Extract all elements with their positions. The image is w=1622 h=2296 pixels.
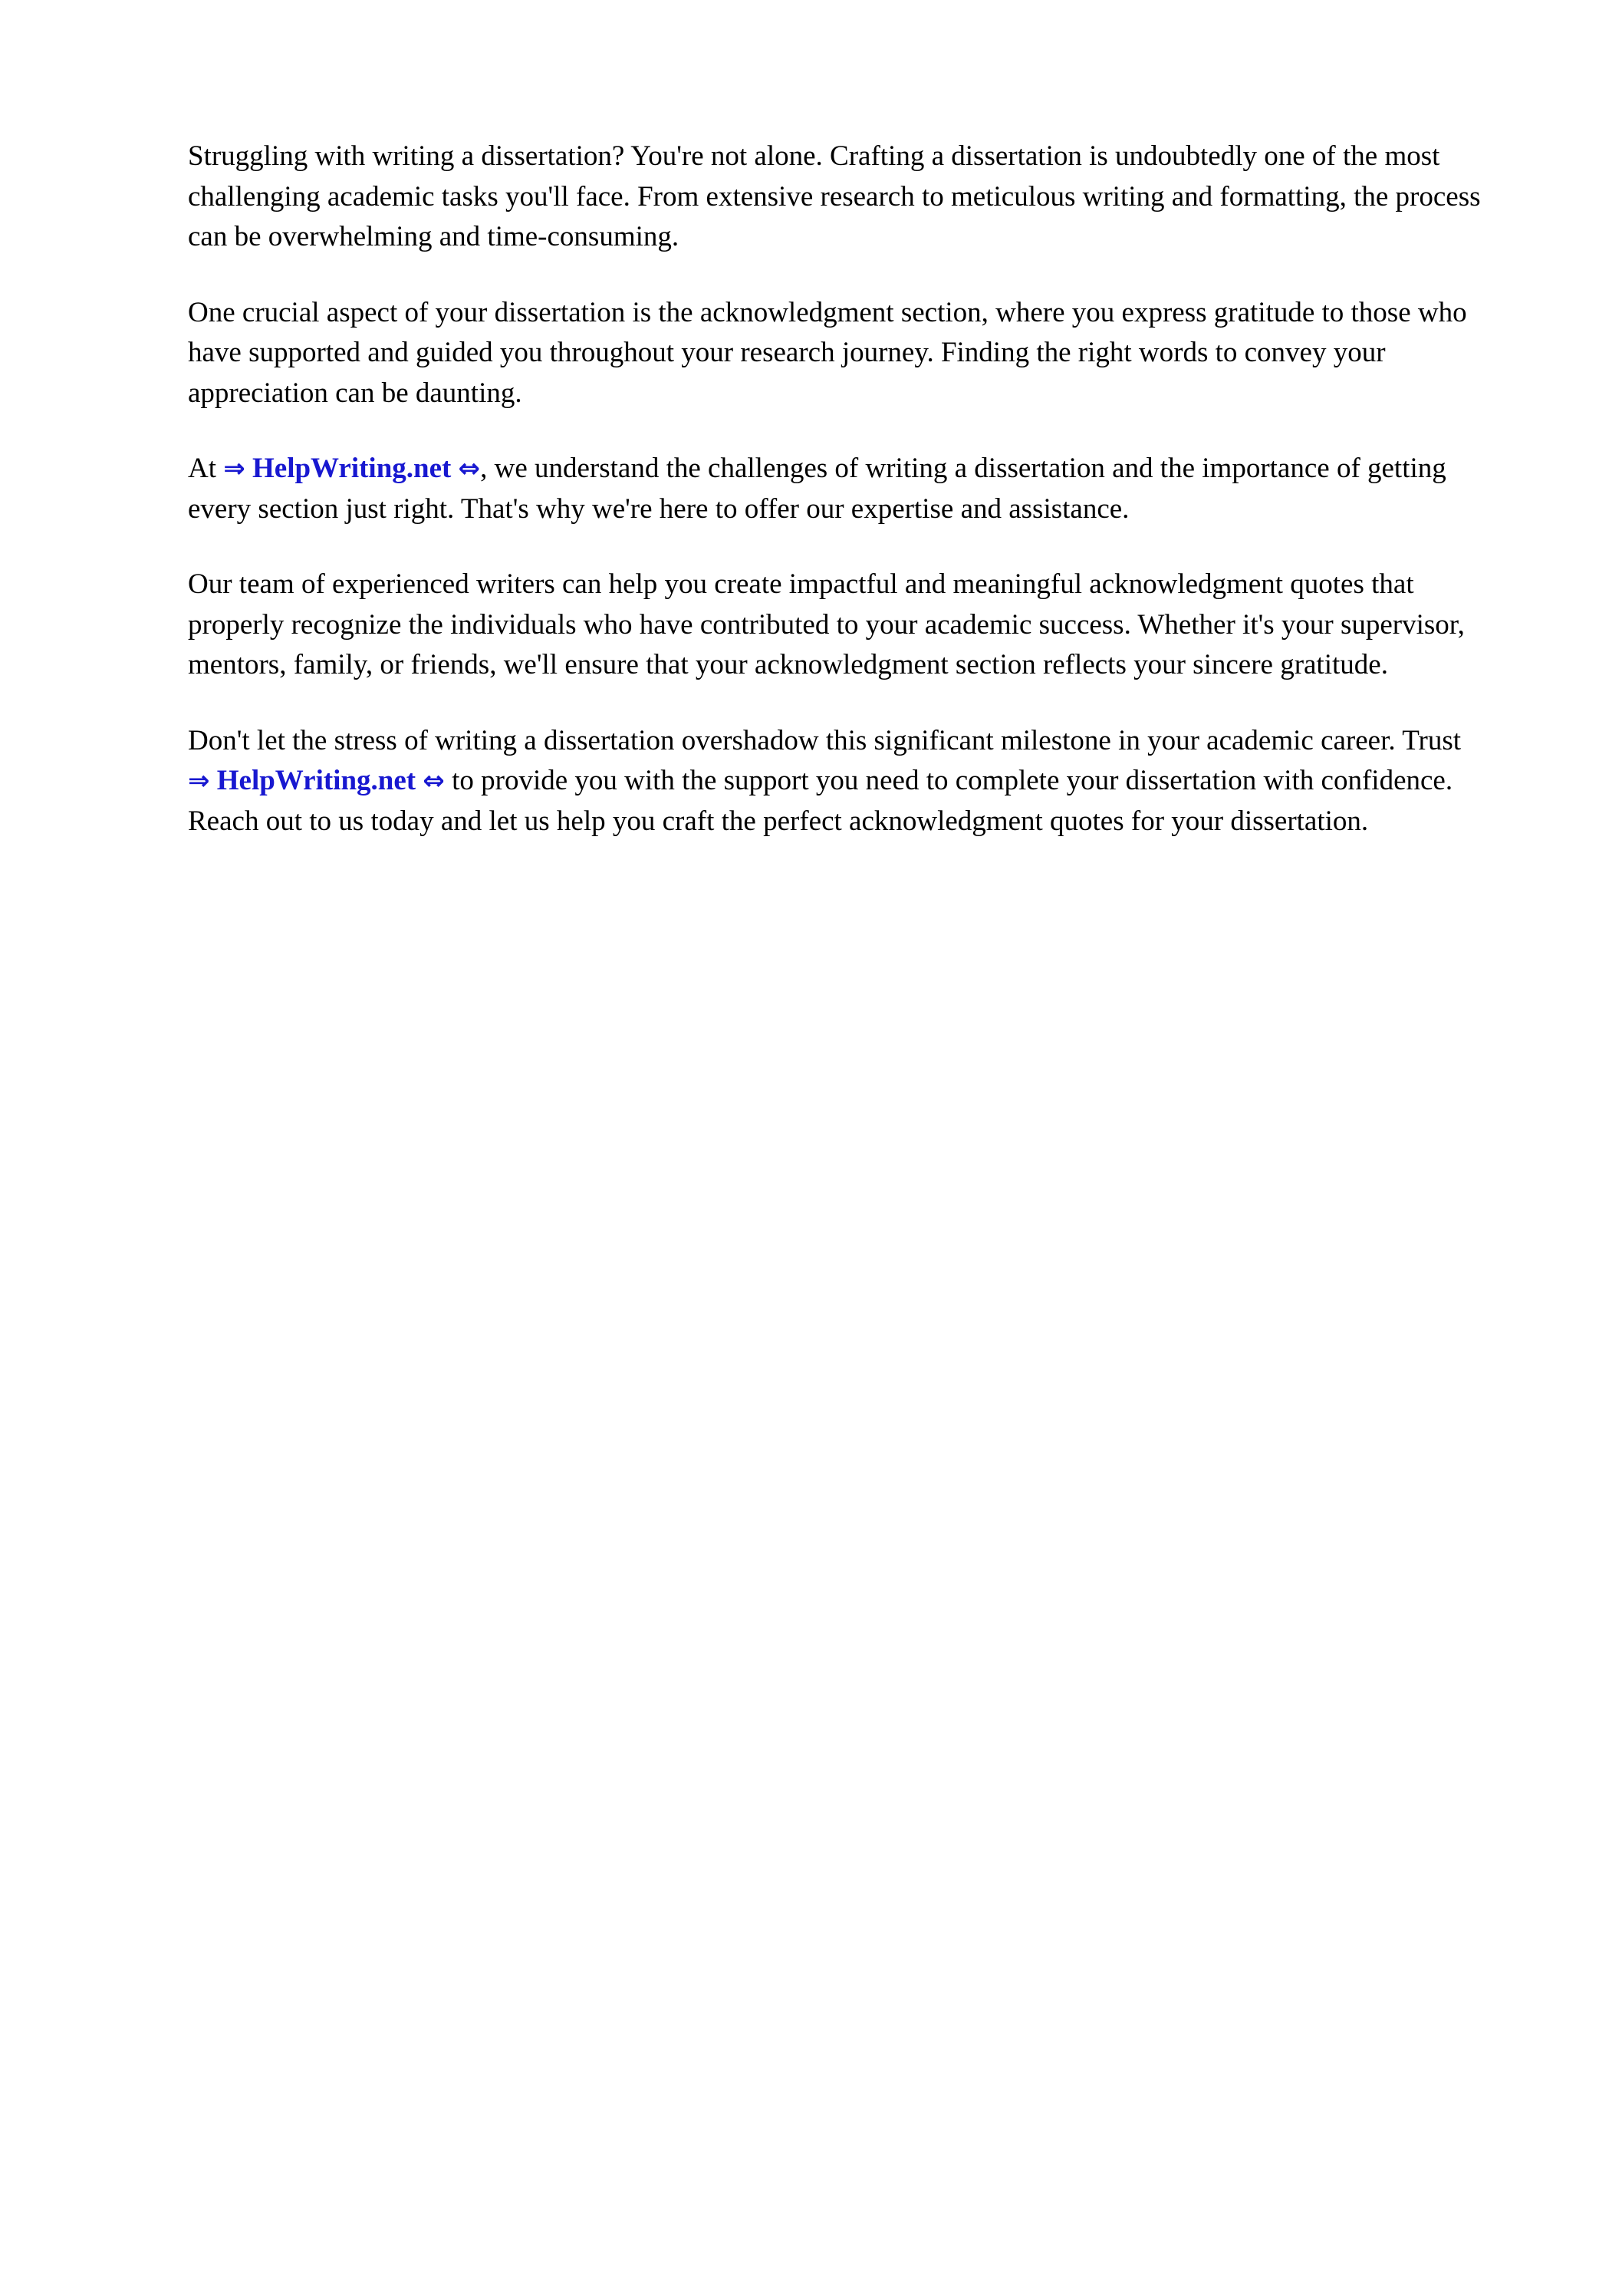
closing-text-after-link: to provide you with the support you need to complete your dissertation with confidence. Reach out to us today and let us help you craft the perfect acknowledgment quotes for your dissertation. bbox=[188, 765, 1453, 837]
document-body bbox=[188, 137, 1515, 842]
left-right-arrow-icon: ⇔ bbox=[458, 453, 481, 485]
double-right-arrow-icon: ⇒ bbox=[188, 766, 210, 797]
double-right-arrow-icon: ⇒ bbox=[223, 453, 245, 485]
paragraph-team-description: Our team of experienced writers can help you create impactful and meaningful acknowledgment quotes that properly recognize the individuals who have contributed to your academic success. Whether it's your supervisor, mentors, family, or friends, we'll ensure that your acknowledgment section reflects your sincere gratitude. bbox=[188, 568, 1465, 681]
helpwriting-link[interactable]: HelpWriting.net bbox=[252, 453, 452, 485]
helpwriting-link-group-2[interactable] bbox=[188, 765, 445, 796]
paragraph-service-intro bbox=[188, 449, 1515, 529]
paragraph-closing-call-to-action bbox=[188, 721, 1515, 842]
paragraph-text-after-link: , we understand the challenges of writing a dissertation and the importance of getting every section just right. That's why we're here to offer our expertise and assistance. bbox=[188, 453, 1446, 525]
left-right-arrow-icon: ⇔ bbox=[423, 766, 445, 797]
paragraph-text-before-link: At bbox=[188, 453, 224, 485]
closing-text-before-link: Don't let the stress of writing a dissertation overshadow this significant milestone in your academic career. Trust bbox=[188, 724, 1462, 756]
paragraph-intro: Struggling with writing a dissertation? You're not alone. Crafting a dissertation is undoubtedly one of the most challenging academic tasks you'll face. From extensive research to meticulous writing and formatting, the process can be overwhelming and time-consuming. bbox=[188, 140, 1481, 253]
helpwriting-link-group-1[interactable] bbox=[223, 453, 480, 484]
paragraph-acknowledgment-section: One crucial aspect of your dissertation is the acknowledgment section, where you express gratitude to those who have supported and guided you throughout your research journey. Finding the right words to convey your appreciation can be daunting. bbox=[188, 296, 1467, 409]
helpwriting-link[interactable]: HelpWriting.net bbox=[216, 765, 416, 797]
